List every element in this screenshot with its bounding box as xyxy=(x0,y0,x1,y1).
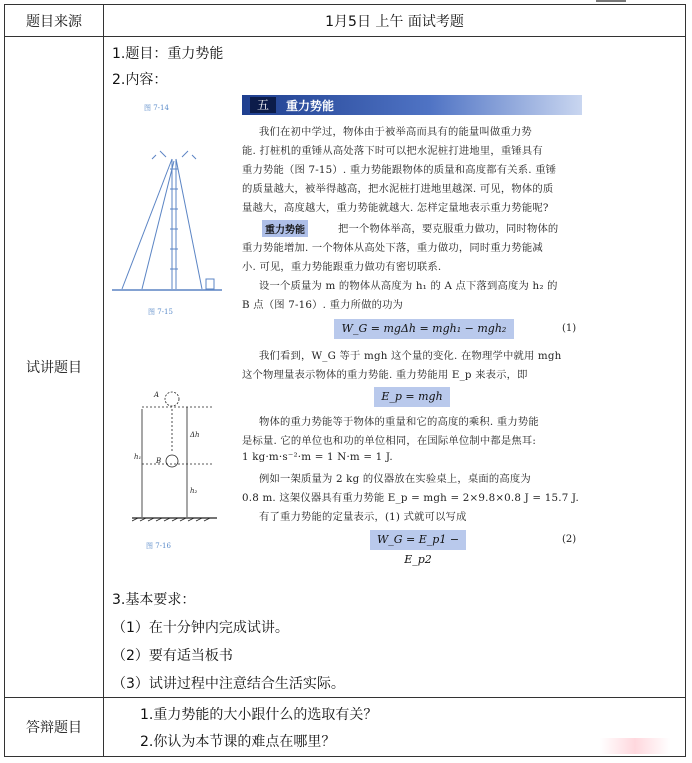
para1-line-2: 能. 打桩机的重锤从高处落下时可以把水泥桩打进地里，重锤具有 xyxy=(242,145,543,157)
textbook-excerpt xyxy=(112,89,592,569)
para4-line-3: 1 kg·m·s⁻²·m = 1 N·m = 1 J. xyxy=(242,451,393,463)
watermark-smudge xyxy=(600,738,670,754)
section-number: 五 xyxy=(250,97,276,113)
term-gravitational-pe: 重力势能 xyxy=(262,220,308,237)
para2-line-2: 小. 可见，重力势能跟重力做功有密切联系. xyxy=(242,261,442,273)
svg-text:h₁: h₁ xyxy=(134,453,142,461)
requirement-2: （2）要有适当板书 xyxy=(112,648,233,664)
defense-row xyxy=(5,698,686,757)
exam-table xyxy=(4,4,686,757)
section-header-bar xyxy=(242,95,582,115)
para2-line-3: 设一个质量为 m 的物体从高度为 h₁ 的 A 点下落到高度为 h₂ 的 xyxy=(259,280,558,292)
requirement-3: （3）试讲过程中注意结合生活实际。 xyxy=(112,676,345,692)
svg-text:h₂: h₂ xyxy=(190,487,198,495)
section-title: 重力势能 xyxy=(286,99,335,113)
para3-line-2: 这个物理量表示物体的重力势能. 重力势能用 E_p 来表示，即 xyxy=(242,369,528,381)
svg-text:Δh: Δh xyxy=(190,431,200,439)
top-edge-mark xyxy=(596,0,626,2)
figure-caption-7-15: 图 7-15 xyxy=(148,308,173,316)
formula-1-number: (1) xyxy=(562,323,577,334)
requirements-title: 3.基本要求： xyxy=(112,592,196,608)
exam-title: 1月5日 上午 面试考题 xyxy=(104,5,686,37)
height-diagram xyxy=(132,389,222,529)
lecture-content xyxy=(104,37,686,698)
para4-line-4: 例如一架质量为 2 kg 的仪器放在实验桌上，桌面的高度为 xyxy=(259,473,531,485)
formula-1: W_G = mgΔh = mgh₁ − mgh₂ xyxy=(334,319,514,339)
pile-driver-illustration xyxy=(112,149,222,299)
defense-question-2: 2.你认为本节课的难点在哪里？ xyxy=(140,734,336,750)
figure-caption-7-14: 图 7-14 xyxy=(144,104,169,112)
para1-line-3: 重力势能（图 7-15）. 重力势能跟物体的质量和高度都有关系. 重锤 xyxy=(242,164,557,176)
svg-text:A: A xyxy=(154,391,160,399)
defense-content xyxy=(104,698,686,757)
para4-line-6: 有了重力势能的定量表示，(1) 式就可以写成 xyxy=(259,511,467,523)
para4-line-1: 物体的重力势能等于物体的重量和它的高度的乘积. 重力势能 xyxy=(259,416,539,428)
header-row xyxy=(5,5,686,37)
para4-line-5: 0.8 m. 这架仪器具有重力势能 E_p = mgh = 2×9.8×0.8 J = 15.7 J. xyxy=(242,492,579,504)
svg-text:B: B xyxy=(156,457,162,465)
lecture-label: 试讲题目 xyxy=(5,37,104,698)
para4-line-2: 是标量. 它的单位也和功的单位相同，在国际单位制中都是焦耳: xyxy=(242,435,537,447)
para1-line-1: 我们在初中学过，物体由于被举高而具有的能量叫做重力势 xyxy=(259,126,532,138)
source-label: 题目来源 xyxy=(5,5,104,37)
lecture-row xyxy=(5,37,686,698)
figure-caption-7-16: 图 7-16 xyxy=(146,542,171,550)
para3-line-1: 我们看到，W_G 等于 mgh 这个量的变化. 在物理学中就用 mgh xyxy=(259,350,562,362)
formula-2: E_p = mgh xyxy=(374,387,450,407)
para1-line-5: 量越大，高度越大，重力势能就越大. 怎样定量地表示重力势能呢? xyxy=(242,202,549,214)
para2-line-4: B 点（图 7-16）. 重力所做的功为 xyxy=(242,299,404,311)
para2-first-line: 把一个物体举高，要克服重力做功，同时物体的 xyxy=(338,223,559,235)
defense-question-1: 1.重力势能的大小跟什么的选取有关？ xyxy=(140,707,378,723)
requirement-1: （1）在十分钟内完成试讲。 xyxy=(112,620,289,636)
para1-line-4: 的质量越大，被举得越高，把水泥桩打进地里越深. 可见，物体的质 xyxy=(242,183,554,195)
formula-3-number: (2) xyxy=(562,534,577,545)
content-label: 2.内容： xyxy=(112,72,168,88)
formula-3: W_G = E_p1 − E_p2 xyxy=(370,530,466,550)
defense-label: 答辩题目 xyxy=(5,698,104,757)
topic-line: 1.题目：重力势能 xyxy=(112,46,224,62)
para2-line-1: 重力势能增加. 一个物体从高处下落，重力做功，同时重力势能减 xyxy=(242,242,543,254)
